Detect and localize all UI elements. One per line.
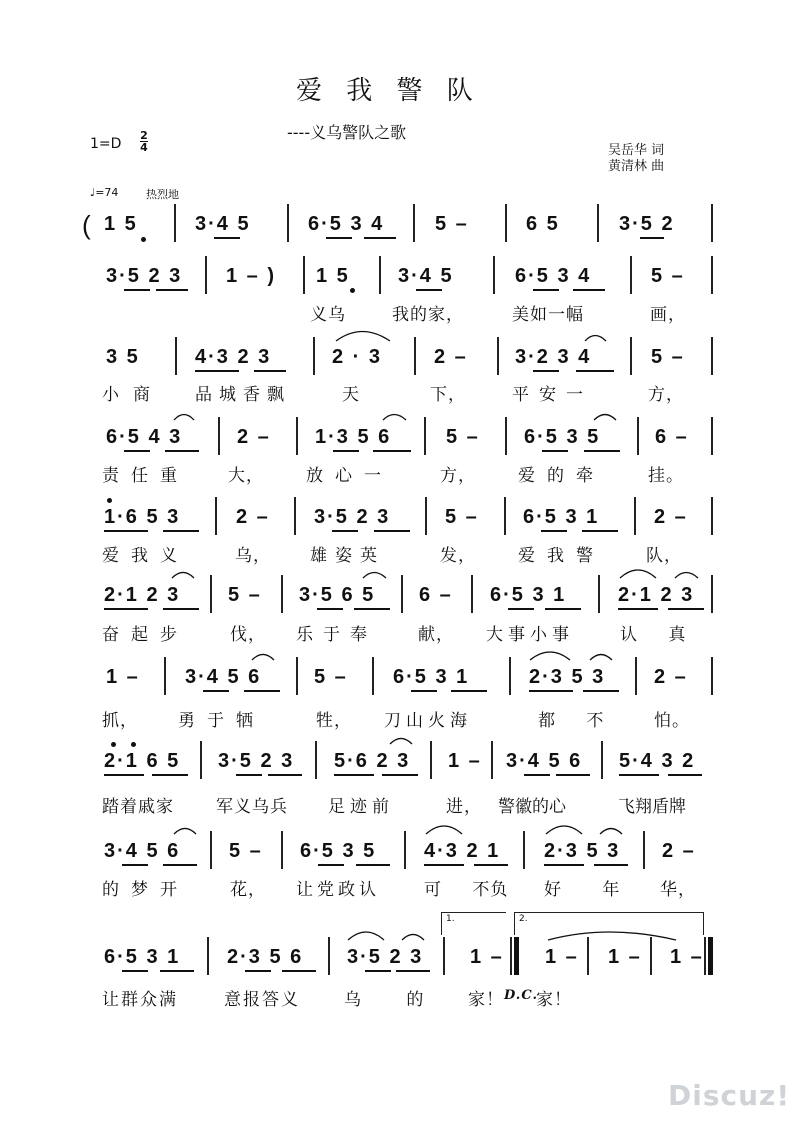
measure-notes: 6·5 3 5	[300, 840, 377, 862]
measure-notes: 6·5 3 1	[393, 666, 470, 688]
lyric-text: 义乌	[310, 305, 346, 325]
lyric-text: 挂。	[648, 466, 684, 486]
lyric-text: 品城香飘	[195, 385, 291, 405]
measure-notes: 2·3 5 6	[227, 946, 304, 968]
measure-notes: 5 –	[228, 584, 262, 606]
lyric-text: 爱我警	[518, 546, 605, 566]
measure-notes: 1 5	[316, 265, 350, 287]
slur-arc	[620, 570, 656, 578]
lyric-text: 警徽的心	[498, 797, 566, 817]
slur-arc	[348, 932, 384, 940]
slur-arc	[252, 655, 274, 661]
lyric-text: 飞翔盾牌	[618, 797, 686, 817]
lyric-text: 美如一幅	[512, 305, 584, 325]
measure-notes: 5 –	[435, 213, 469, 235]
slur-arc	[390, 739, 412, 745]
slur-arc	[675, 573, 698, 579]
measure-notes: 4·3 2 1	[424, 840, 501, 862]
lyric-text: 大，	[228, 466, 264, 486]
slur-arc	[546, 826, 582, 834]
slur-arc	[383, 415, 406, 421]
slur-arc	[402, 935, 424, 941]
slur-arc	[174, 829, 196, 835]
measure-notes: 1 5	[104, 213, 138, 235]
lyric-text: 队，	[646, 546, 682, 566]
lyric-text: 乌，	[235, 546, 271, 566]
lyric-text: 爱的牵	[518, 466, 605, 486]
measure-notes: 6 –	[655, 426, 689, 448]
lyric-text: 花，	[230, 880, 266, 900]
measure-notes: 5 –	[651, 265, 685, 287]
lyric-text: 画，	[650, 305, 686, 325]
time-signature-top: 2	[140, 129, 148, 142]
lyric-text: 牲，	[316, 711, 352, 731]
lyric-text: 责任重	[102, 466, 189, 486]
lyric-text: 抓，	[102, 711, 138, 731]
lyric-text: 发，	[440, 546, 476, 566]
lyric-text: 放心一	[306, 466, 393, 486]
lyric-text: 爱我义	[102, 546, 189, 566]
lyric-text: 的梦开	[102, 880, 189, 900]
measure-notes: 6·5 3 1	[104, 946, 181, 968]
lyric-text: 好 年	[544, 880, 621, 900]
lyric-text: 足迹前	[328, 797, 394, 817]
lyric-text: 意报答义	[224, 990, 300, 1010]
measure-notes: 1 –	[608, 946, 642, 968]
measure-notes: 2·1 6 5	[104, 750, 181, 772]
measure-notes: 1·6 5 3	[104, 506, 181, 528]
expression-marking: 热烈地	[146, 188, 179, 201]
lyric-text: 雄姿英	[310, 546, 385, 566]
time-signature-bottom: 4	[140, 141, 148, 154]
slur-arc	[172, 573, 194, 579]
song-title: 爱 我 警 队	[296, 76, 481, 106]
measure-notes: 5 –	[446, 426, 480, 448]
lyric-text: 方，	[648, 385, 684, 405]
measure-notes: 2·3 5 3	[529, 666, 606, 688]
measure-notes: 3·2 3 4	[515, 346, 592, 368]
lyric-text: 家！	[536, 990, 572, 1010]
measure-notes: 2·1 2 3	[104, 584, 181, 606]
lyric-text: 让党政认	[296, 880, 380, 900]
lyric-text: 可 不负	[424, 880, 509, 900]
measure-notes: 6 –	[419, 584, 453, 606]
measure-notes: 2 · 3	[332, 346, 383, 368]
slur-arc	[426, 826, 462, 834]
lyricist-credit: 吴岳华 词	[608, 143, 665, 158]
measure-notes: 1 –	[470, 946, 504, 968]
lyric-text: 天	[342, 385, 360, 405]
measure-notes: 2 –	[237, 426, 271, 448]
lyric-text: 家！	[468, 990, 504, 1010]
measure-notes: 1 –	[106, 666, 140, 688]
measure-notes: 4·3 2 3	[195, 346, 272, 368]
measure-notes: 2 –	[654, 506, 688, 528]
slur-arc	[363, 573, 386, 579]
da-capo-mark: D.C.	[504, 988, 538, 1003]
measure-notes: 5 –	[651, 346, 685, 368]
lyric-text: 怕。	[654, 711, 690, 731]
measure-notes: 2·1 2 3	[618, 584, 695, 606]
slur-arc	[590, 655, 612, 661]
lyric-text: 奋起步	[102, 625, 189, 645]
measure-notes: 3·5 2 3	[218, 750, 295, 772]
measure-notes: 6·5 3 1	[490, 584, 567, 606]
lyric-text: 献，	[418, 625, 454, 645]
repeat-open-paren: (	[82, 210, 93, 240]
measure-notes: 1 – )	[226, 265, 277, 287]
lyric-text: 下，	[430, 385, 466, 405]
measure-notes: 3·5 2	[619, 213, 675, 235]
measure-notes: 1·3 5 6	[315, 426, 392, 448]
slur-arc	[585, 336, 606, 342]
slur-arc	[530, 652, 570, 660]
tempo-marking: ♩=74	[90, 186, 119, 199]
lyric-text: 方，	[440, 466, 476, 486]
measure-notes: 3·4 5 6	[104, 840, 181, 862]
measure-notes: 2 –	[662, 840, 696, 862]
measure-notes: 5 –	[314, 666, 348, 688]
measure-notes: 3·4 5 6	[506, 750, 583, 772]
slur-arc	[174, 415, 194, 421]
measure-notes: 1 –	[448, 750, 482, 772]
lyric-text: 都 不	[538, 711, 605, 731]
tie-arc	[336, 332, 390, 342]
lyric-text: 乐于奉	[296, 625, 377, 645]
measure-notes: 3·4 5	[195, 213, 251, 235]
measure-notes: 3·4 5 6	[185, 666, 262, 688]
lyric-text: 大事小事	[486, 625, 574, 645]
measure-notes: 2 –	[654, 666, 688, 688]
slur-arc	[594, 415, 616, 421]
measure-notes: 3 5	[106, 346, 140, 368]
first-ending-label: 1.	[446, 914, 455, 924]
measure-notes: 2·3 5 3	[544, 840, 621, 862]
measure-notes: 1 –	[670, 946, 704, 968]
lyric-text: 伐，	[230, 625, 266, 645]
lyric-text: 认 真	[620, 625, 687, 645]
lyric-text: 小商	[102, 385, 164, 405]
measure-notes: 5·4 3 2	[619, 750, 696, 772]
lyric-text: 平安一	[512, 385, 593, 405]
measure-notes: 2 –	[236, 506, 270, 528]
second-ending-label: 2.	[519, 914, 528, 924]
measure-notes: 6·5 3 1	[523, 506, 600, 528]
measure-notes: 6·5 3 4	[515, 265, 592, 287]
song-subtitle: ----义乌警队之歌	[287, 123, 407, 142]
watermark-logo: Discuz!	[668, 1079, 791, 1112]
tie-arc	[548, 932, 676, 940]
lyric-text: 刀山火海	[384, 711, 472, 731]
measure-notes: 6·5 3 5	[524, 426, 601, 448]
measure-notes: 6 5	[526, 213, 560, 235]
measure-notes: 3·5 2 3	[106, 265, 183, 287]
measure-notes: 5·6 2 3	[334, 750, 411, 772]
lyric-text: 乌 的	[344, 990, 425, 1010]
lyric-text: 让群众满	[102, 990, 178, 1010]
measure-notes: 1 –	[545, 946, 579, 968]
measure-notes: 3·4 5	[398, 265, 454, 287]
composer-credit: 黄清林 曲	[608, 159, 665, 174]
measure-notes: 5 –	[445, 506, 479, 528]
measure-notes: 3·5 2 3	[347, 946, 424, 968]
measure-notes: 6·5 4 3	[106, 426, 183, 448]
measure-notes: 3·5 6 5	[299, 584, 376, 606]
lyric-text: 勇于牺	[178, 711, 265, 731]
lyric-text: 我的家，	[392, 305, 464, 325]
measure-notes: 5 –	[229, 840, 263, 862]
lyric-text: 军义乌兵	[216, 797, 288, 817]
measure-notes: 6·5 3 4	[308, 213, 385, 235]
lyric-text: 华，	[660, 880, 696, 900]
measure-notes: 2 –	[434, 346, 468, 368]
measure-notes: 3·5 2 3	[314, 506, 391, 528]
lyric-text: 进，	[446, 797, 482, 817]
slur-arc	[600, 829, 622, 835]
lyric-text: 踏着戚家	[102, 797, 174, 817]
key-signature: 1=D	[90, 136, 122, 152]
